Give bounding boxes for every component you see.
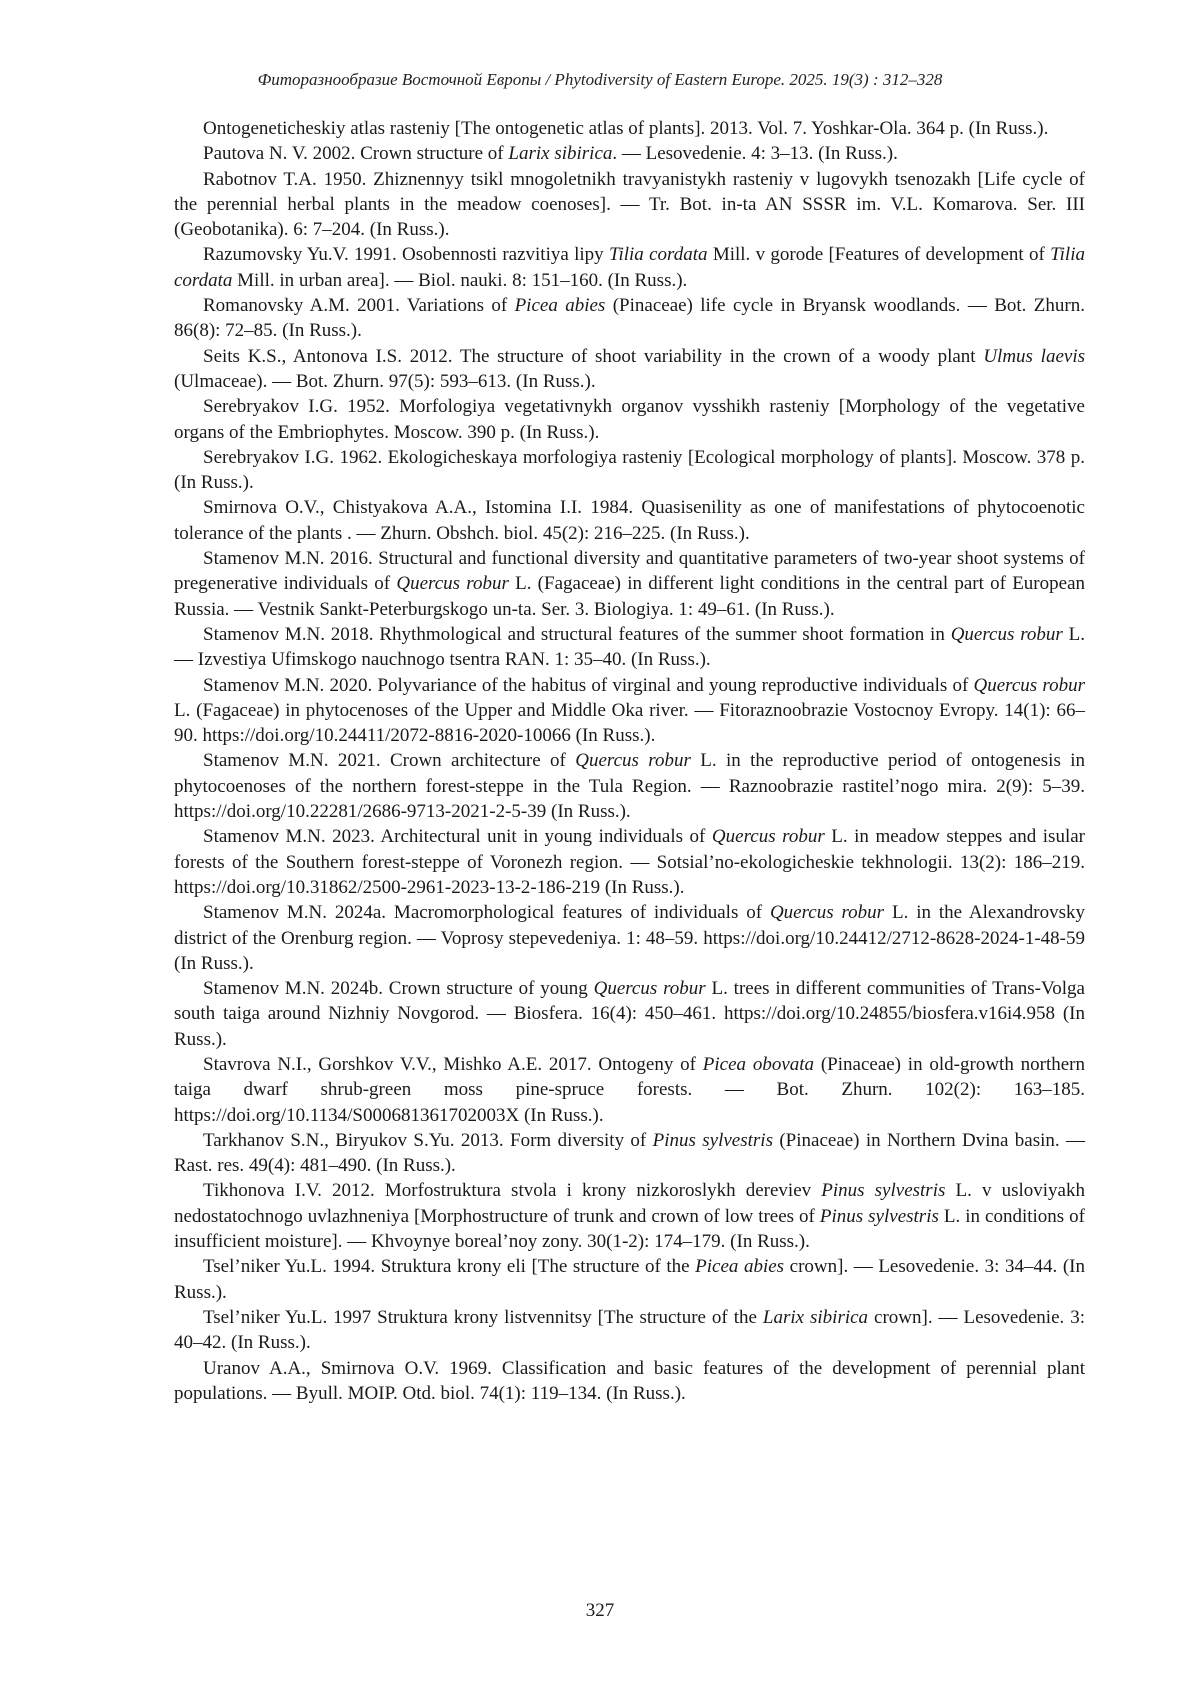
reference-entry (174, 900, 1085, 976)
reference-text: Stamenov M.N. 2024a. Macromorphological features of individuals of (203, 902, 770, 923)
reference-text: L. trees in different communities of Trans-Volga south taiga around Nizhniy Novgorod. — Biosfera. 16(4): 450–461. https://doi.org/10.24855/biosfera.v16i4.958 (In Russ.). (174, 978, 1085, 1050)
reference-entry (174, 1305, 1085, 1356)
species-name: Picea abies (515, 295, 606, 316)
reference-entry (174, 116, 1085, 141)
reference-list (174, 116, 1085, 1406)
species-name: Tilia cordata (174, 244, 1085, 290)
reference-text: Seits K.S., Antonova I.S. 2012. The structure of shoot variability in the crown of a woody plant (203, 346, 983, 367)
species-name: Picea abies (695, 1256, 784, 1277)
species-name: Ulmus laevis (983, 346, 1085, 367)
reference-entry (174, 622, 1085, 673)
reference-text: Tarkhanov S.N., Biryukov S.Yu. 2013. Form diversity of (203, 1130, 653, 1151)
species-name: Larix sibirica (508, 143, 612, 164)
reference-text: Stamenov M.N. 2021. Crown architecture of (203, 750, 575, 771)
reference-text: L. (Fagaceae) in phytocenoses of the Upper and Middle Oka river. — Fitoraznoobrazie Vostocnoy Evropy. 14(1): 66–90. https://doi.org/10.24411/2072-8816-2020-10066 (In Russ.). (174, 700, 1085, 746)
reference-entry (174, 748, 1085, 824)
reference-text: L. in meadow steppes and isular forests of the Southern forest-steppe of Voronezh region. — Sotsial’no-ekologicheskie tekhnologii. 13(2): 186–219. https://doi.org/10.31862/2500-2961-2023-13-2-186-219 (In Russ.). (174, 826, 1085, 898)
reference-text: Ontogeneticheskiy atlas rasteniy [The ontogenetic atlas of plants]. 2013. Vol. 7. Yoshkar-Ola. 364 p. (In Russ.). (203, 118, 1048, 139)
reference-entry (174, 167, 1085, 243)
reference-text: (Pinaceae) life cycle in Bryansk woodlands. — Bot. Zhurn. 86(8): 72–85. (In Russ.). (174, 295, 1085, 341)
reference-text: Smirnova O.V., Chistyakova A.A., Istomina I.I. 1984. Quasisenility as one of manifestations of phytocoenotic tolerance of the plants . — Zhurn. Obshch. biol. 45(2): 216–225. (In Russ.). (174, 497, 1085, 543)
reference-text: Stamenov M.N. 2023. Architectural unit in young individuals of (203, 826, 712, 847)
reference-text: Stavrova N.I., Gorshkov V.V., Mishko A.E. 2017. Ontogeny of (203, 1054, 703, 1075)
reference-entry (174, 673, 1085, 749)
reference-text: (Pinaceae) in old-growth northern taiga dwarf shrub-green moss pine-spruce forests. — Bot. Zhurn. 102(2): 163–185. https://doi.org/10.1134/S000681361702003X (In Russ.). (174, 1054, 1085, 1126)
reference-text: Stamenov M.N. 2016. Structural and functional diversity and quantitative parameters of two-year shoot systems of pregenerative individuals of (174, 548, 1085, 594)
reference-entry (174, 344, 1085, 395)
reference-text: L. (Fagaceae) in different light conditions in the central part of European Russia. — Vestnik Sankt-Peterburgskogo un-ta. Ser. 3. Biologiya. 1: 49–61. (In Russ.). (174, 573, 1085, 619)
species-name: Pinus sylvestris (821, 1180, 945, 1201)
reference-text: Tsel’niker Yu.L. 1997 Struktura krony listvennitsy [The structure of the (203, 1307, 763, 1328)
reference-text: Serebryakov I.G. 1952. Morfologiya vegetativnykh organov vysshikh rasteniy [Morphology of the vegetative organs of the Embriophytes. Moscow. 390 p. (In Russ.). (174, 396, 1085, 442)
species-name: Quercus robur (951, 624, 1063, 645)
reference-text: L. v usloviyakh nedostatochnogo uvlazhneniya [Morphostructure of trunk and crown of low trees of (174, 1180, 1085, 1226)
reference-text: L. in the Alexandrovsky district of the Orenburg region. — Voprosy stepevedeniya. 1: 48–59. https://doi.org/10.24412/2712-8628-2024-1-48-59 (In Russ.). (174, 902, 1085, 974)
reference-text: Mill. in urban area]. — Biol. nauki. 8: 151–160. (In Russ.). (232, 270, 687, 291)
reference-entry (174, 546, 1085, 622)
reference-text: (Pinaceae) in Northern Dvina basin. — Rast. res. 49(4): 481–490. (In Russ.). (174, 1130, 1085, 1176)
reference-entry (174, 1178, 1085, 1254)
reference-entry (174, 242, 1085, 293)
reference-entry (174, 1052, 1085, 1128)
reference-entry (174, 1128, 1085, 1179)
species-name: Tilia cordata (609, 244, 708, 265)
reference-entry (174, 495, 1085, 546)
reference-text: Stamenov M.N. 2020. Polyvariance of the habitus of virginal and young reproductive individuals of (203, 675, 974, 696)
reference-text: crown]. — Lesovedenie. 3: 34–44. (In Russ.). (174, 1256, 1085, 1302)
species-name: Quercus robur (770, 902, 884, 923)
species-name: Quercus robur (396, 573, 509, 594)
reference-text: Razumovsky Yu.V. 1991. Osobennosti razvitiya lipy (203, 244, 609, 265)
running-header: Фиторазнообразие Восточной Европы / Phytodiversity of Eastern Europe. 2025. 19(3) : 312–328 (0, 70, 1200, 90)
reference-text: L. in conditions of insufficient moisture]. — Khvoynye boreal’noy zony. 30(1-2): 174–179. (In Russ.). (174, 1206, 1085, 1252)
reference-entry (174, 824, 1085, 900)
reference-text: Stamenov M.N. 2018. Rhythmological and structural features of the summer shoot formation in (203, 624, 951, 645)
reference-text: Tsel’niker Yu.L. 1994. Struktura krony eli [The structure of the (203, 1256, 695, 1277)
reference-text: Tikhonova I.V. 2012. Morfostruktura stvola i krony nizkoroslykh dereviev (203, 1180, 821, 1201)
species-name: Quercus robur (594, 978, 706, 999)
species-name: Quercus robur (974, 675, 1085, 696)
species-name: Larix sibirica (763, 1307, 868, 1328)
reference-text: L. — Izvestiya Ufimskogo nauchnogo tsentra RAN. 1: 35–40. (In Russ.). (174, 624, 1085, 670)
reference-text: Uranov A.A., Smirnova O.V. 1969. Classification and basic features of the development of perennial plant populations. — Byull. MOIP. Otd. biol. 74(1): 119–134. (In Russ.). (174, 1358, 1085, 1404)
species-name: Pinus sylvestris (820, 1206, 939, 1227)
reference-entry (174, 1254, 1085, 1305)
reference-text: crown]. — Lesovedenie. 3: 40–42. (In Russ.). (174, 1307, 1085, 1353)
reference-text: Rabotnov T.A. 1950. Zhiznennyy tsikl mnogoletnikh travyanistykh rasteniy v lugovykh tsenozakh [Life cycle of the perennial herbal plants in the meadow coenoses]. — Tr. Bot. in-ta AN SSSR im. V.L. Komarova. Ser. III (Geobotanika). 6: 7–204. (In Russ.). (174, 169, 1085, 241)
reference-text: Mill. v gorode [Features of development of (708, 244, 1051, 265)
reference-text: L. in the reproductive period of ontogenesis in phytocoenoses of the northern forest-steppe in the Tula Region. — Raznoobrazie rastitel’nogo mira. 2(9): 5–39. https://doi.org/10.22281/2686-9713-2021-2-5-39 (In Russ.). (174, 750, 1085, 822)
reference-text: Romanovsky A.M. 2001. Variations of (203, 295, 515, 316)
reference-entry (174, 1356, 1085, 1407)
species-name: Quercus robur (575, 750, 691, 771)
reference-entry (174, 976, 1085, 1052)
species-name: Quercus robur (712, 826, 825, 847)
reference-entry (174, 141, 1085, 166)
reference-text: Serebryakov I.G. 1962. Ekologicheskaya morfologiya rasteniy [Ecological morphology of plants]. Moscow. 378 p. (In Russ.). (174, 447, 1085, 493)
reference-text: Stamenov M.N. 2024b. Crown structure of young (203, 978, 594, 999)
species-name: Picea obovata (703, 1054, 814, 1075)
reference-entry (174, 394, 1085, 445)
reference-text: (Ulmaceae). — Bot. Zhurn. 97(5): 593–613. (In Russ.). (174, 371, 596, 392)
reference-entry (174, 293, 1085, 344)
reference-text: Pautova N. V. 2002. Crown structure of (203, 143, 508, 164)
reference-text: . — Lesovedenie. 4: 3–13. (In Russ.). (612, 143, 897, 164)
page-number: 327 (0, 1600, 1200, 1622)
reference-entry (174, 445, 1085, 496)
species-name: Pinus sylvestris (653, 1130, 773, 1151)
